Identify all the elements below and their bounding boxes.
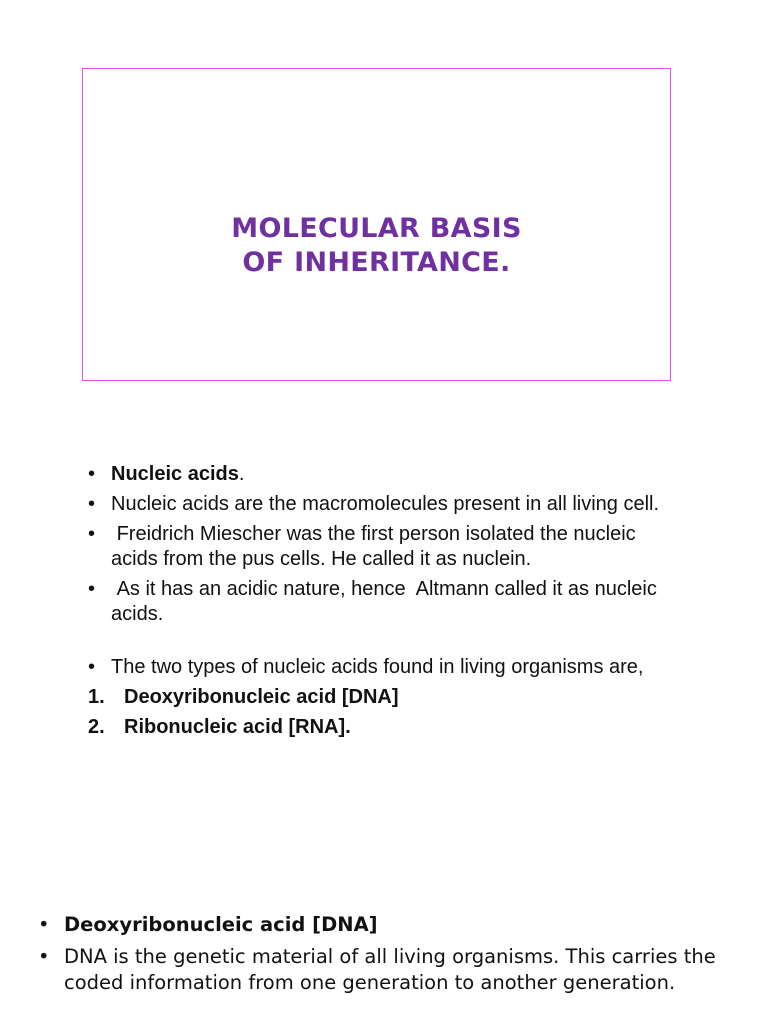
list-item-heading: Nucleic acids — [111, 463, 239, 485]
bullet-marker: • — [88, 493, 96, 515]
list-item — [88, 462, 668, 487]
numbered-item-text: Deoxyribonucleic acid [DNA] — [124, 686, 399, 708]
nucleic-acids-list — [88, 462, 668, 740]
title-slide — [82, 68, 671, 381]
dna-list — [38, 912, 718, 996]
title-line-1: MOLECULAR BASIS — [231, 213, 522, 244]
list-item-text: As it has an acidic nature, hence Altmann called it as nucleic acids. — [111, 578, 663, 625]
page-title — [83, 212, 670, 280]
numbered-item-text: Ribonucleic acid [RNA]. — [124, 716, 351, 738]
number-marker: 1. — [88, 686, 105, 708]
title-line-2: OF INHERITANCE. — [242, 247, 511, 278]
list-item-heading: Deoxyribonucleic acid [DNA] — [64, 913, 378, 936]
list-item-heading-tail: . — [238, 463, 245, 485]
bullet-marker: • — [38, 913, 50, 936]
list-item-text: Freidrich Miescher was the first person isolated the nucleic acids from the pus cells. He called it as nuclein. — [111, 523, 642, 570]
numbered-item — [88, 715, 668, 740]
bullet-marker: • — [88, 463, 96, 485]
numbered-item — [88, 685, 668, 710]
list-item — [88, 577, 668, 627]
list-item-text: DNA is the genetic material of all living organisms. This carries the coded information from one generation to another generation. — [64, 945, 716, 994]
list-item — [38, 944, 718, 996]
bullet-marker: • — [38, 945, 50, 968]
bullet-marker: • — [88, 578, 96, 600]
list-item-text: The two types of nucleic acids found in living organisms are, — [111, 656, 644, 678]
list-item — [88, 522, 668, 572]
list-item — [88, 655, 668, 680]
list-item — [38, 912, 718, 938]
number-marker: 2. — [88, 716, 105, 738]
list-item-text: Nucleic acids are the macromolecules present in all living cell. — [111, 493, 660, 515]
bullet-marker: • — [88, 523, 96, 545]
list-item — [88, 492, 668, 517]
bullet-marker: • — [88, 656, 96, 678]
